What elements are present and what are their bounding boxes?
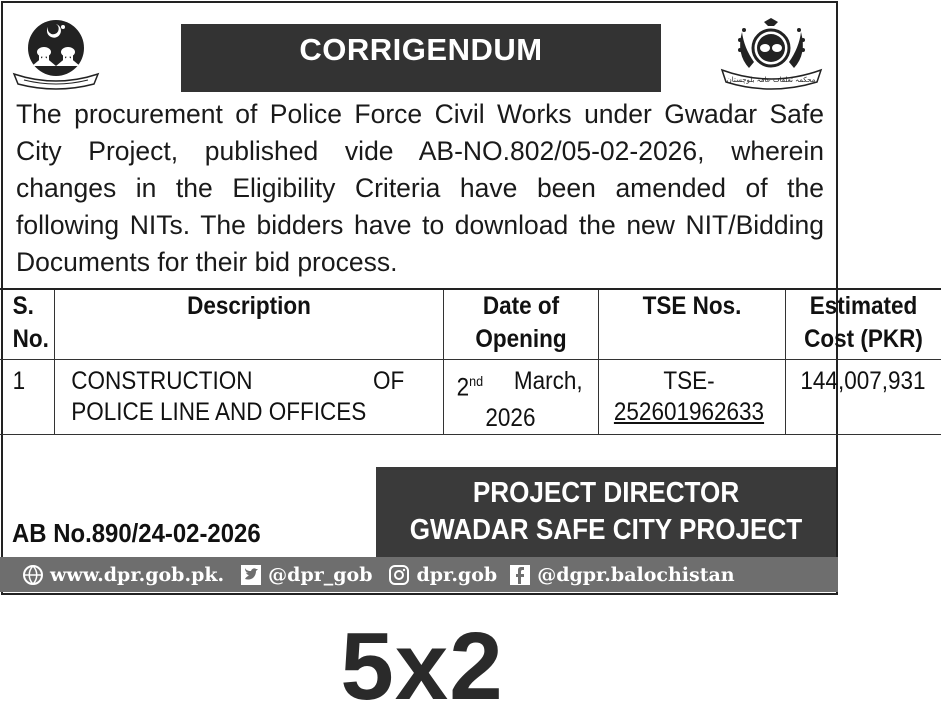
signatory-title: PROJECT DIRECTOR — [472, 477, 740, 509]
twitter-icon — [240, 564, 262, 586]
header-cost: Estimated Cost (PKR) — [786, 289, 941, 359]
dgpr-emblem-icon — [714, 18, 829, 90]
nit-table — [0, 288, 941, 435]
cell-sno: 1 — [0, 359, 55, 434]
emblem-urdu-text: محکمہ تعلقات عامہ بلوچستان — [726, 76, 816, 84]
cell-cost: 144,007,931 — [786, 359, 941, 434]
footer-website[interactable]: www.dpr.gob.pk. — [50, 563, 225, 586]
instagram-icon — [388, 564, 410, 586]
cell-date: 2nd March, 2026 — [444, 359, 599, 434]
signatory-organization: GWADAR SAFE CITY PROJECT — [409, 514, 803, 546]
header-date: Date of Opening — [444, 289, 599, 359]
page-title: CORRIGENDUM — [299, 32, 543, 67]
title-banner — [181, 24, 661, 92]
footer-bar — [0, 557, 838, 592]
globe-icon — [22, 564, 44, 586]
facebook-icon — [509, 564, 531, 586]
signatory-block — [376, 467, 836, 557]
tse-number-link[interactable]: 252601962633 — [614, 397, 765, 426]
cell-description: CONSTRUCTION OF POLICE LINE AND OFFICES — [55, 359, 444, 434]
footer-twitter[interactable]: @dpr_gob — [268, 563, 373, 586]
table-row — [0, 359, 941, 434]
intro-paragraph: The procurement of Police Force Civil Works under Gwadar Safe City Project, published vide AB-NO.802/05-02-2026, wherein changes in the Eligibility Criteria have been amended of the following NITs. The bidders have to download the new NIT/Bidding Documents for their bid process. — [16, 99, 824, 277]
header-sno: S. No. — [0, 289, 55, 359]
balochistan-emblem-icon — [10, 18, 102, 90]
header-description: Description — [55, 289, 444, 359]
footer-instagram[interactable]: dpr.gob — [416, 563, 498, 586]
ad-size-label: 5x2 — [340, 613, 504, 720]
ab-number: AB No.890/24-02-2026 — [12, 518, 261, 548]
footer-facebook[interactable]: @dgpr.balochistan — [537, 563, 735, 586]
header-tse: TSE Nos. — [599, 289, 786, 359]
table-header-row — [0, 289, 941, 359]
cell-tse: TSE- 252601962633 — [599, 359, 786, 434]
